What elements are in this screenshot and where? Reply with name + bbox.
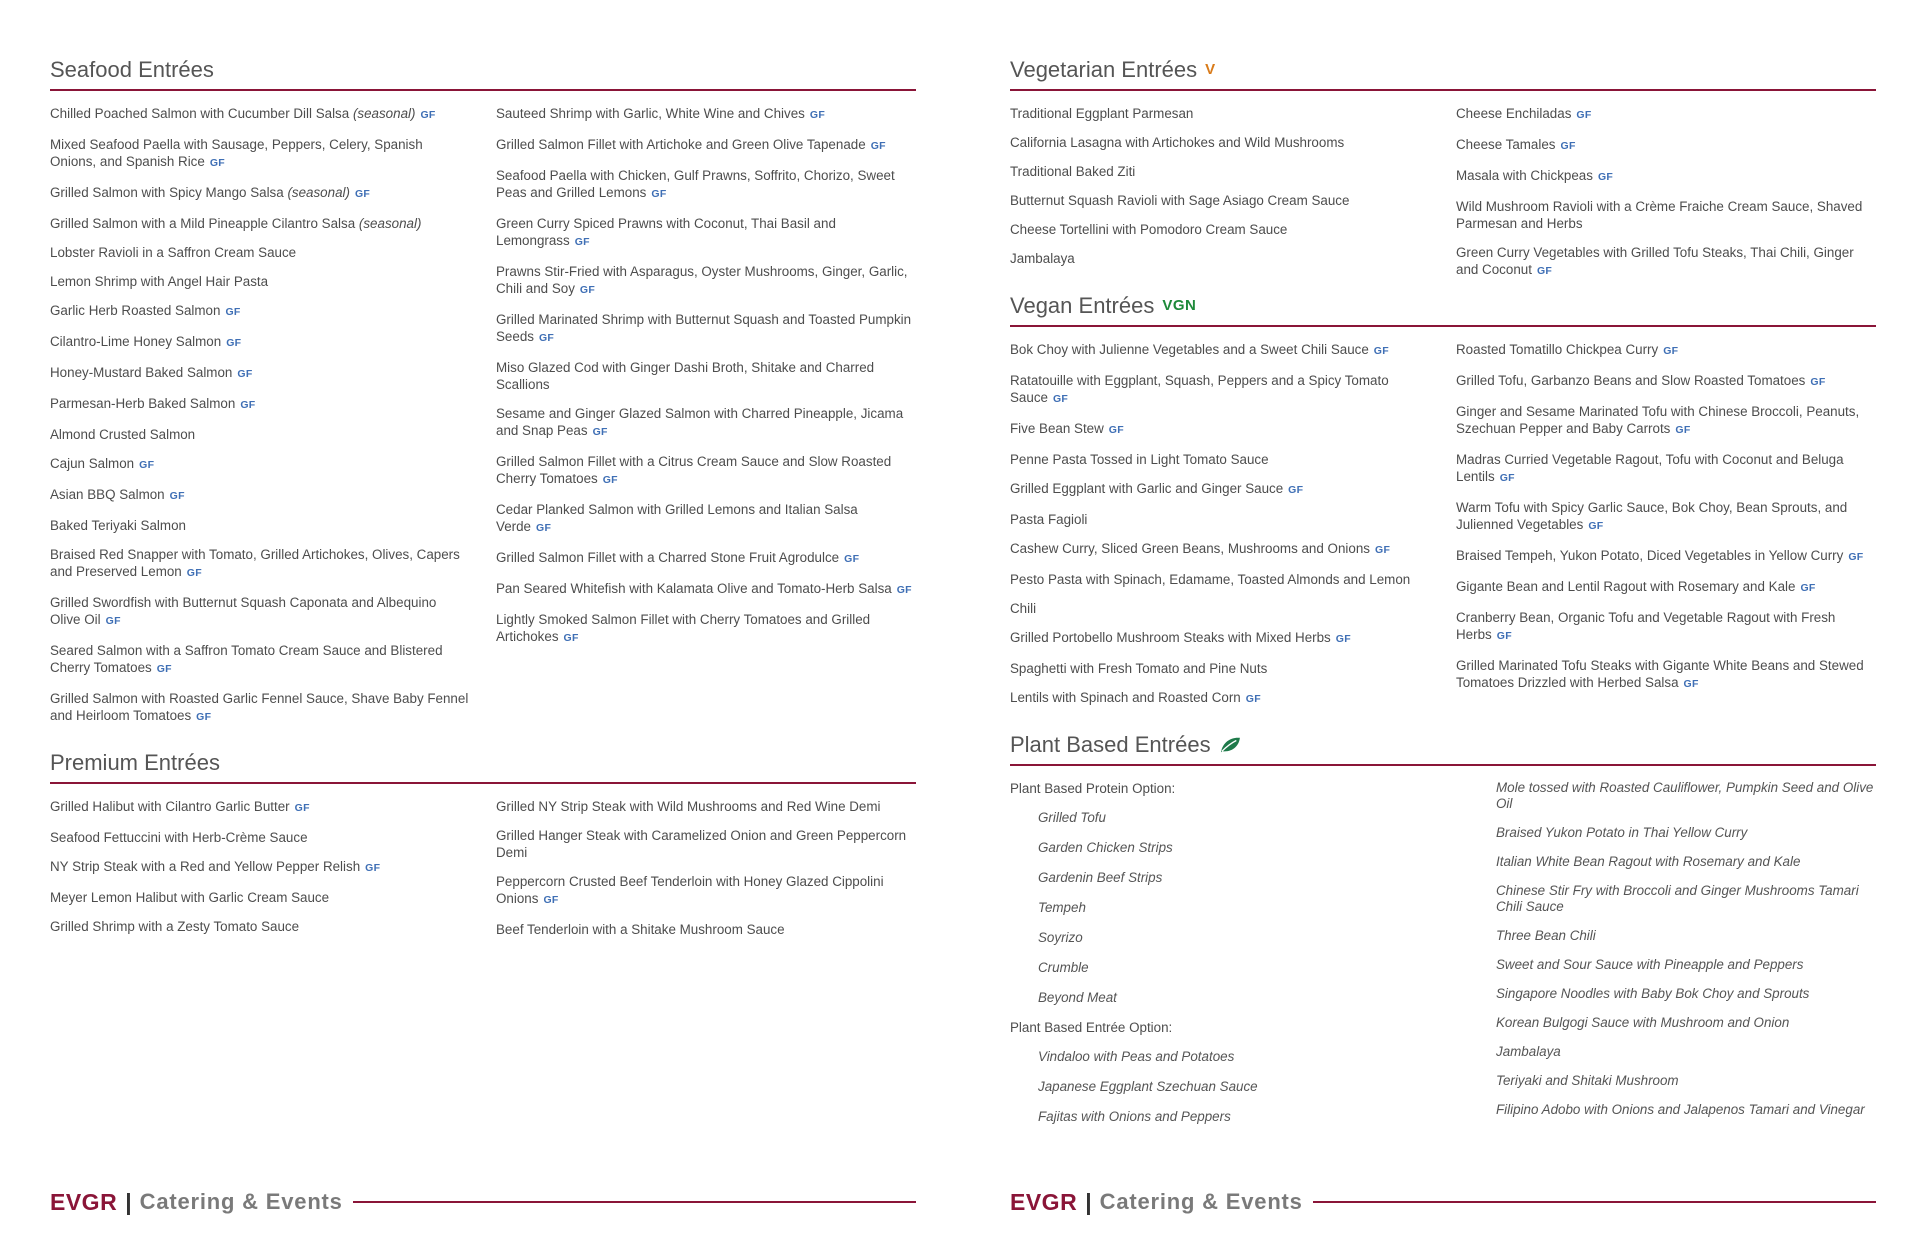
plant-title: [1010, 730, 1876, 766]
gluten-free-badge: GF: [538, 332, 555, 344]
menu-item-text: Bok Choy with Julienne Vegetables and a Sweet Chili Sauce: [1010, 342, 1369, 357]
plant-entree-item: Filipino Adobo with Onions and Jalapenos Tamari and Vinegar: [1496, 1102, 1865, 1117]
menu-item-text: Cajun Salmon: [50, 456, 135, 471]
menu-item-text: Miso Glazed Cod with Ginger Dashi Broth, Shitake and Charred Scallions: [496, 360, 875, 392]
menu-item-text: Grilled Salmon Fillet with a Charred Stone Fruit Agrodulce: [496, 550, 840, 565]
menu-item: [50, 858, 470, 877]
menu-item: [50, 333, 470, 352]
plant-entree-item: Chinese Stir Fry with Broccoli and Ginger Mushrooms Tamari Chili Sauce: [1496, 883, 1859, 914]
plant-entree-item: Italian White Bean Ragout with Rosemary and Kale: [1496, 854, 1801, 869]
menu-item: [50, 455, 470, 474]
vegetarian-right-column: [1456, 105, 1876, 292]
menu-item-text: Cashew Curry, Sliced Green Beans, Mushrooms and Onions: [1010, 541, 1370, 556]
menu-item-text: Grilled Marinated Shrimp with Butternut Squash and Toasted Pumpkin Seeds: [496, 312, 912, 344]
gluten-free-badge: GF: [536, 522, 552, 534]
menu-item: [1456, 547, 1876, 566]
gluten-free-badge: GF: [1373, 345, 1389, 357]
menu-item: [496, 827, 916, 861]
menu-item-text: Grilled Salmon with Roasted Garlic Fennel Sauce, Shave Baby Fennel and Heirloom Tomatoes: [50, 691, 469, 723]
menu-item-text: Grilled Halibut with Cilantro Garlic Butter: [50, 799, 290, 814]
gluten-free-badge: GF: [1536, 265, 1553, 277]
menu-item: [50, 690, 470, 726]
premium-title: [50, 748, 916, 784]
gluten-free-badge: GF: [563, 632, 579, 644]
menu-item: [50, 105, 470, 124]
menu-item: [50, 918, 470, 935]
protein-option: Beyond Meat: [1038, 990, 1117, 1005]
gluten-free-badge: GF: [1800, 582, 1816, 594]
menu-item-text: Grilled Salmon Fillet with Artichoke and Green Olive Tapenade: [496, 137, 866, 152]
premium-left-column: [50, 798, 470, 950]
seasonal-note: (seasonal): [358, 216, 422, 231]
gluten-free-badge: GF: [602, 474, 618, 486]
gluten-free-badge: GF: [1052, 393, 1069, 405]
seafood-left-column: [50, 105, 470, 738]
menu-item: [50, 642, 470, 678]
menu-item: [50, 184, 470, 203]
premium-section: [50, 748, 916, 950]
menu-item-text: Almond Crusted Salmon: [50, 427, 196, 442]
vegan-left-column: [1010, 341, 1430, 720]
menu-item-text: Cheese Tamales: [1456, 137, 1556, 152]
gluten-free-badge: GF: [186, 567, 202, 579]
menu-item-text: Seared Salmon with a Saffron Tomato Cream Sauce and Blistered Cherry Tomatoes: [50, 643, 443, 675]
menu-item-text: Grilled Salmon with a Mild Pineapple Cilantro Salsa: [50, 216, 356, 231]
gluten-free-badge: GF: [1576, 109, 1592, 121]
entree-option: Fajitas with Onions and Peppers: [1038, 1109, 1231, 1124]
menu-item-text: NY Strip Steak with a Red and Yellow Pepper Relish: [50, 859, 361, 874]
gluten-free-badge: GF: [870, 140, 886, 152]
entree-option: Japanese Eggplant Szechuan Sauce: [1038, 1079, 1258, 1094]
menu-item: [496, 501, 916, 537]
footer-left: [50, 1185, 916, 1219]
menu-item-text: Grilled Eggplant with Garlic and Ginger Sauce: [1010, 481, 1284, 496]
plant-entree-item: Teriyaki and Shitaki Mushroom: [1496, 1073, 1679, 1088]
menu-item-text: Grilled Salmon with Spicy Mango Salsa: [50, 185, 284, 200]
gluten-free-badge: GF: [1597, 171, 1614, 183]
menu-item-text: Cilantro-Lime Honey Salmon: [50, 334, 222, 349]
gluten-free-badge: GF: [896, 584, 912, 596]
plant-title-text: Plant Based Entrées: [1010, 732, 1211, 757]
gluten-free-badge: GF: [139, 459, 155, 471]
menu-item: [1456, 136, 1876, 155]
menu-item-text: Peppercorn Crusted Beef Tenderloin with Honey Glazed Cippolini Onions: [496, 874, 884, 906]
menu-item-text: Grilled NY Strip Steak with Wild Mushrooms and Red Wine Demi: [496, 799, 881, 814]
menu-item: [1010, 511, 1430, 528]
menu-item: [496, 798, 916, 815]
menu-item-text: Cheese Tortellini with Pomodoro Cream Sauce: [1010, 222, 1288, 237]
menu-item: [1456, 105, 1876, 124]
menu-item: [496, 580, 916, 599]
menu-item: [496, 105, 916, 124]
seasonal-note: (seasonal): [352, 106, 416, 121]
gluten-free-badge: GF: [105, 615, 121, 627]
brand-logo: EVGR: [1010, 1188, 1078, 1215]
menu-item: [1010, 163, 1430, 180]
footer-separator: |: [125, 1188, 132, 1215]
menu-item-text: Warm Tofu with Spicy Garlic Sauce, Bok Choy, Bean Sprouts, and Julienned Vegetables: [1456, 500, 1848, 532]
menu-item: [496, 453, 916, 489]
gluten-free-badge: GF: [1683, 678, 1699, 690]
menu-item: [1456, 403, 1876, 439]
menu-item-text: Cedar Planked Salmon with Grilled Lemons and Italian Salsa Verde: [496, 502, 858, 534]
gluten-free-badge: GF: [579, 284, 596, 296]
gluten-free-badge: GF: [354, 188, 371, 200]
menu-item: [50, 395, 470, 414]
protein-option: Soyrizo: [1038, 930, 1083, 945]
menu-item: [50, 517, 470, 534]
menu-item: [1456, 244, 1876, 280]
protein-option-label: Plant Based Protein Option:: [1010, 781, 1176, 796]
gluten-free-badge: GF: [1288, 484, 1304, 496]
menu-item: [1010, 372, 1430, 408]
menu-item-text: Lightly Smoked Salmon Fillet with Cherry Tomatoes and Grilled Artichokes: [496, 612, 871, 644]
menu-item-text: Meyer Lemon Halibut with Garlic Cream Sauce: [50, 890, 330, 905]
menu-item: [50, 364, 470, 383]
protein-option: Garden Chicken Strips: [1038, 840, 1173, 855]
menu-item-text: Braised Tempeh, Yukon Potato, Diced Vegetables in Yellow Curry: [1456, 548, 1844, 563]
gluten-free-badge: GF: [1810, 376, 1826, 388]
seafood-section: [50, 55, 916, 738]
menu-item-text: Seafood Fettuccini with Herb-Crème Sauce: [50, 830, 308, 845]
menu-item-text: Masala with Chickpeas: [1456, 168, 1593, 183]
footer-rule: [353, 1201, 916, 1203]
protein-option: Gardenin Beef Strips: [1038, 870, 1163, 885]
menu-item-text: Chili: [1010, 601, 1037, 616]
brand-logo: EVGR: [50, 1188, 118, 1215]
menu-item-text: Grilled Shrimp with a Zesty Tomato Sauce: [50, 919, 300, 934]
menu-item-text: Lemon Shrimp with Angel Hair Pasta: [50, 274, 269, 289]
menu-item-text: Pasta Fagioli: [1010, 512, 1088, 527]
menu-item: [1456, 578, 1876, 597]
seafood-title-text: Seafood Entrées: [50, 57, 214, 82]
gluten-free-badge: GF: [651, 188, 667, 200]
menu-item: [50, 426, 470, 443]
plant-section: [1010, 730, 1876, 1138]
footer-right: [1010, 1185, 1876, 1219]
menu-item: [1456, 341, 1876, 360]
menu-item-text: Baked Teriyaki Salmon: [50, 518, 186, 533]
entree-option: Vindaloo with Peas and Potatoes: [1038, 1049, 1235, 1064]
plant-entree-item: Three Bean Chili: [1496, 928, 1596, 943]
gluten-free-badge: GF: [365, 862, 381, 874]
menu-item: [50, 302, 470, 321]
gluten-free-badge: GF: [1588, 520, 1604, 532]
menu-item-text: Penne Pasta Tossed in Light Tomato Sauce: [1010, 452, 1269, 467]
vegetarian-badge: V: [1205, 61, 1216, 78]
plant-entree-item: Korean Bulgogi Sauce with Mushroom and Onion: [1496, 1015, 1790, 1030]
menu-item: [1010, 134, 1430, 151]
plant-entree-item: Mole tossed with Roasted Cauliflower, Pumpkin Seed and Olive Oil: [1496, 780, 1874, 811]
menu-item-text: Wild Mushroom Ravioli with a Crème Fraiche Cream Sauce, Shaved Parmesan and Herbs: [1456, 199, 1863, 231]
menu-item-text: Sesame and Ginger Glazed Salmon with Charred Pineapple, Jicama and Snap Peas: [496, 406, 904, 438]
menu-item: [496, 167, 916, 203]
vegan-right-column: [1456, 341, 1876, 720]
leaf-icon: [1219, 736, 1241, 754]
menu-item-text: Ginger and Sesame Marinated Tofu with Chinese Broccoli, Peanuts, Szechuan Pepper and Baby Carrots: [1456, 404, 1860, 436]
footer-separator: |: [1085, 1188, 1092, 1215]
footer-tagline: Catering & Events: [1099, 1189, 1303, 1214]
menu-item-text: Roasted Tomatillo Chickpea Curry: [1456, 342, 1659, 357]
gluten-free-badge: GF: [420, 109, 436, 121]
gluten-free-badge: GF: [592, 426, 608, 438]
gluten-free-badge: GF: [1335, 633, 1351, 645]
seafood-title: [50, 55, 916, 91]
premium-title-text: Premium Entrées: [50, 750, 220, 775]
menu-item-text: Butternut Squash Ravioli with Sage Asiago Cream Sauce: [1010, 193, 1350, 208]
menu-item-text: Grilled Swordfish with Butternut Squash Caponata and Albequino Olive Oil: [50, 595, 437, 627]
menu-item-text: Cranberry Bean, Organic Tofu and Vegetable Ragout with Fresh Herbs: [1456, 610, 1836, 642]
menu-item: [1456, 198, 1876, 232]
menu-item: [1456, 657, 1876, 693]
menu-item-text: Mixed Seafood Paella with Sausage, Peppers, Celery, Spanish Onions, and Spanish Rice: [50, 137, 423, 169]
gluten-free-badge: GF: [240, 399, 256, 411]
vegetarian-title-text: Vegetarian Entrées: [1010, 57, 1198, 82]
menu-item: [496, 311, 916, 347]
seafood-right-column: [496, 105, 916, 738]
menu-item: [1010, 571, 1430, 588]
menu-item-text: Green Curry Vegetables with Grilled Tofu Steaks, Thai Chili, Ginger and Coconut: [1456, 245, 1854, 277]
menu-item-text: Spaghetti with Fresh Tomato and Pine Nuts: [1010, 661, 1268, 676]
plant-left-column: [1010, 780, 1430, 1138]
seasonal-note: (seasonal): [287, 185, 350, 200]
gluten-free-badge: GF: [226, 337, 242, 349]
menu-item-text: Traditional Eggplant Parmesan: [1010, 106, 1194, 121]
menu-item: [50, 889, 470, 906]
menu-item: [1010, 221, 1430, 238]
menu-item: [496, 263, 916, 299]
protein-options: [1010, 809, 1430, 1006]
gluten-free-badge: GF: [196, 711, 212, 723]
menu-item: [496, 549, 916, 568]
menu-item-text: Traditional Baked Ziti: [1010, 164, 1136, 179]
gluten-free-badge: GF: [169, 490, 185, 502]
gluten-free-badge: GF: [543, 894, 559, 906]
protein-option: Tempeh: [1038, 900, 1086, 915]
menu-item: [1010, 192, 1430, 209]
footer-tagline: Catering & Events: [139, 1189, 343, 1214]
menu-item-text: Grilled Hanger Steak with Caramelized Onion and Green Peppercorn Demi: [496, 828, 907, 860]
menu-item: [1010, 480, 1430, 499]
vegetarian-left-column: [1010, 105, 1430, 292]
menu-item-text: Chilled Poached Salmon with Cucumber Dill Salsa: [50, 106, 350, 121]
menu-item: [50, 594, 470, 630]
menu-item: [50, 829, 470, 846]
menu-item: [1010, 105, 1430, 122]
plant-right-column: [1496, 780, 1876, 1138]
menu-item: [1010, 660, 1430, 677]
menu-item: [496, 405, 916, 441]
plant-entree-item: Singapore Noodles with Baby Bok Choy and Sprouts: [1496, 986, 1810, 1001]
entree-options: [1010, 1048, 1430, 1125]
menu-item: [496, 921, 916, 938]
menu-item: [496, 359, 916, 393]
vegan-title: [1010, 291, 1876, 327]
gluten-free-badge: GF: [225, 306, 241, 318]
gluten-free-badge: GF: [574, 236, 590, 248]
vegetarian-section: [1010, 55, 1876, 292]
menu-item: [1456, 451, 1876, 487]
gluten-free-badge: GF: [237, 368, 253, 380]
menu-item: [1010, 250, 1430, 267]
gluten-free-badge: GF: [1496, 630, 1512, 642]
menu-item: [496, 136, 916, 155]
menu-item: [1010, 629, 1430, 648]
menu-item: [496, 215, 916, 251]
menu-item-text: Lentils with Spinach and Roasted Corn: [1010, 690, 1241, 705]
gluten-free-badge: GF: [1499, 472, 1515, 484]
menu-item: [50, 136, 470, 172]
entree-option-label: Plant Based Entrée Option:: [1010, 1020, 1173, 1035]
menu-item-text: Pesto Pasta with Spinach, Edamame, Toasted Almonds and Lemon: [1010, 572, 1411, 587]
menu-item-text: Beef Tenderloin with a Shitake Mushroom Sauce: [496, 922, 785, 937]
gluten-free-badge: GF: [1108, 424, 1124, 436]
plant-entree-item: Jambalaya: [1496, 1044, 1561, 1059]
gluten-free-badge: GF: [844, 553, 860, 565]
menu-item-text: Green Curry Spiced Prawns with Coconut, Thai Basil and Lemongrass: [496, 216, 836, 248]
menu-item-text: Pan Seared Whitefish with Kalamata Olive and Tomato-Herb Salsa: [496, 581, 892, 596]
vegan-title-text: Vegan Entrées: [1010, 293, 1155, 318]
menu-item: [1010, 341, 1430, 360]
menu-item: [50, 486, 470, 505]
gluten-free-badge: GF: [294, 802, 310, 814]
premium-right-column: [496, 798, 916, 950]
gluten-free-badge: GF: [1374, 544, 1391, 556]
protein-option: Crumble: [1038, 960, 1089, 975]
right-page: [960, 0, 1920, 1243]
menu-item: [1456, 372, 1876, 391]
menu-item-text: Braised Red Snapper with Tomato, Grilled Artichokes, Olives, Capers and Preserved Lemon: [50, 547, 460, 579]
menu-item: [50, 215, 470, 232]
menu-item: [1010, 420, 1430, 439]
menu-item-text: Garlic Herb Roasted Salmon: [50, 303, 221, 318]
menu-item: [1456, 609, 1876, 645]
gluten-free-badge: GF: [1245, 693, 1261, 705]
menu-item-text: Grilled Marinated Tofu Steaks with Gigante White Beans and Stewed Tomatoes Drizzled with Herbed Salsa: [1456, 658, 1864, 690]
gluten-free-badge: GF: [1675, 424, 1691, 436]
menu-item: [496, 611, 916, 647]
menu-item: [1010, 600, 1430, 617]
footer-rule: [1313, 1201, 1876, 1203]
menu-item-text: Gigante Bean and Lentil Ragout with Rosemary and Kale: [1456, 579, 1796, 594]
vegetarian-title: [1010, 55, 1876, 91]
menu-item-text: Grilled Salmon Fillet with a Citrus Cream Sauce and Slow Roasted Cherry Tomatoes: [496, 454, 892, 486]
gluten-free-badge: GF: [1663, 345, 1679, 357]
protein-option: Grilled Tofu: [1038, 810, 1106, 825]
menu-item-text: Honey-Mustard Baked Salmon: [50, 365, 233, 380]
vegan-badge: VGN: [1162, 297, 1197, 314]
menu-item: [1010, 451, 1430, 468]
menu-item-text: Cheese Enchiladas: [1456, 106, 1572, 121]
menu-item: [1456, 167, 1876, 186]
menu-item: [1010, 540, 1430, 559]
menu-item-text: Madras Curried Vegetable Ragout, Tofu with Coconut and Beluga Lentils: [1456, 452, 1844, 484]
menu-item: [50, 244, 470, 261]
menu-item: [496, 873, 916, 909]
menu-item-text: Lobster Ravioli in a Saffron Cream Sauce: [50, 245, 297, 260]
gluten-free-badge: GF: [209, 157, 226, 169]
gluten-free-badge: GF: [1560, 140, 1576, 152]
menu-item-text: Sauteed Shrimp with Garlic, White Wine and Chives: [496, 106, 805, 121]
menu-item-text: Ratatouille with Eggplant, Squash, Peppers and a Spicy Tomato Sauce: [1010, 373, 1389, 405]
gluten-free-badge: GF: [1848, 551, 1864, 563]
plant-entree-item: Braised Yukon Potato in Thai Yellow Curry: [1496, 825, 1748, 840]
menu-item: [1456, 499, 1876, 535]
gluten-free-badge: GF: [809, 109, 826, 121]
menu-item-text: Five Bean Stew: [1010, 421, 1104, 436]
menu-item-text: Asian BBQ Salmon: [50, 487, 165, 502]
menu-item: [50, 798, 470, 817]
menu-item-text: Grilled Portobello Mushroom Steaks with Mixed Herbs: [1010, 630, 1331, 645]
gluten-free-badge: GF: [156, 663, 172, 675]
menu-item-text: Grilled Tofu, Garbanzo Beans and Slow Roasted Tomatoes: [1456, 373, 1806, 388]
menu-item-text: Jambalaya: [1010, 251, 1075, 266]
menu-item: [1010, 689, 1430, 708]
vegan-section: [1010, 291, 1876, 720]
menu-item-text: California Lasagna with Artichokes and Wild Mushrooms: [1010, 135, 1345, 150]
menu-item-text: Prawns Stir-Fried with Asparagus, Oyster Mushrooms, Ginger, Garlic, Chili and Soy: [496, 264, 908, 296]
menu-item-text: Parmesan-Herb Baked Salmon: [50, 396, 236, 411]
menu-item: [50, 273, 470, 290]
menu-item: [50, 546, 470, 582]
menu-item-text: Seafood Paella with Chicken, Gulf Prawns, Soffrito, Chorizo, Sweet Peas and Grilled Lemons: [496, 168, 895, 200]
plant-entree-item: Sweet and Sour Sauce with Pineapple and Peppers: [1496, 957, 1804, 972]
